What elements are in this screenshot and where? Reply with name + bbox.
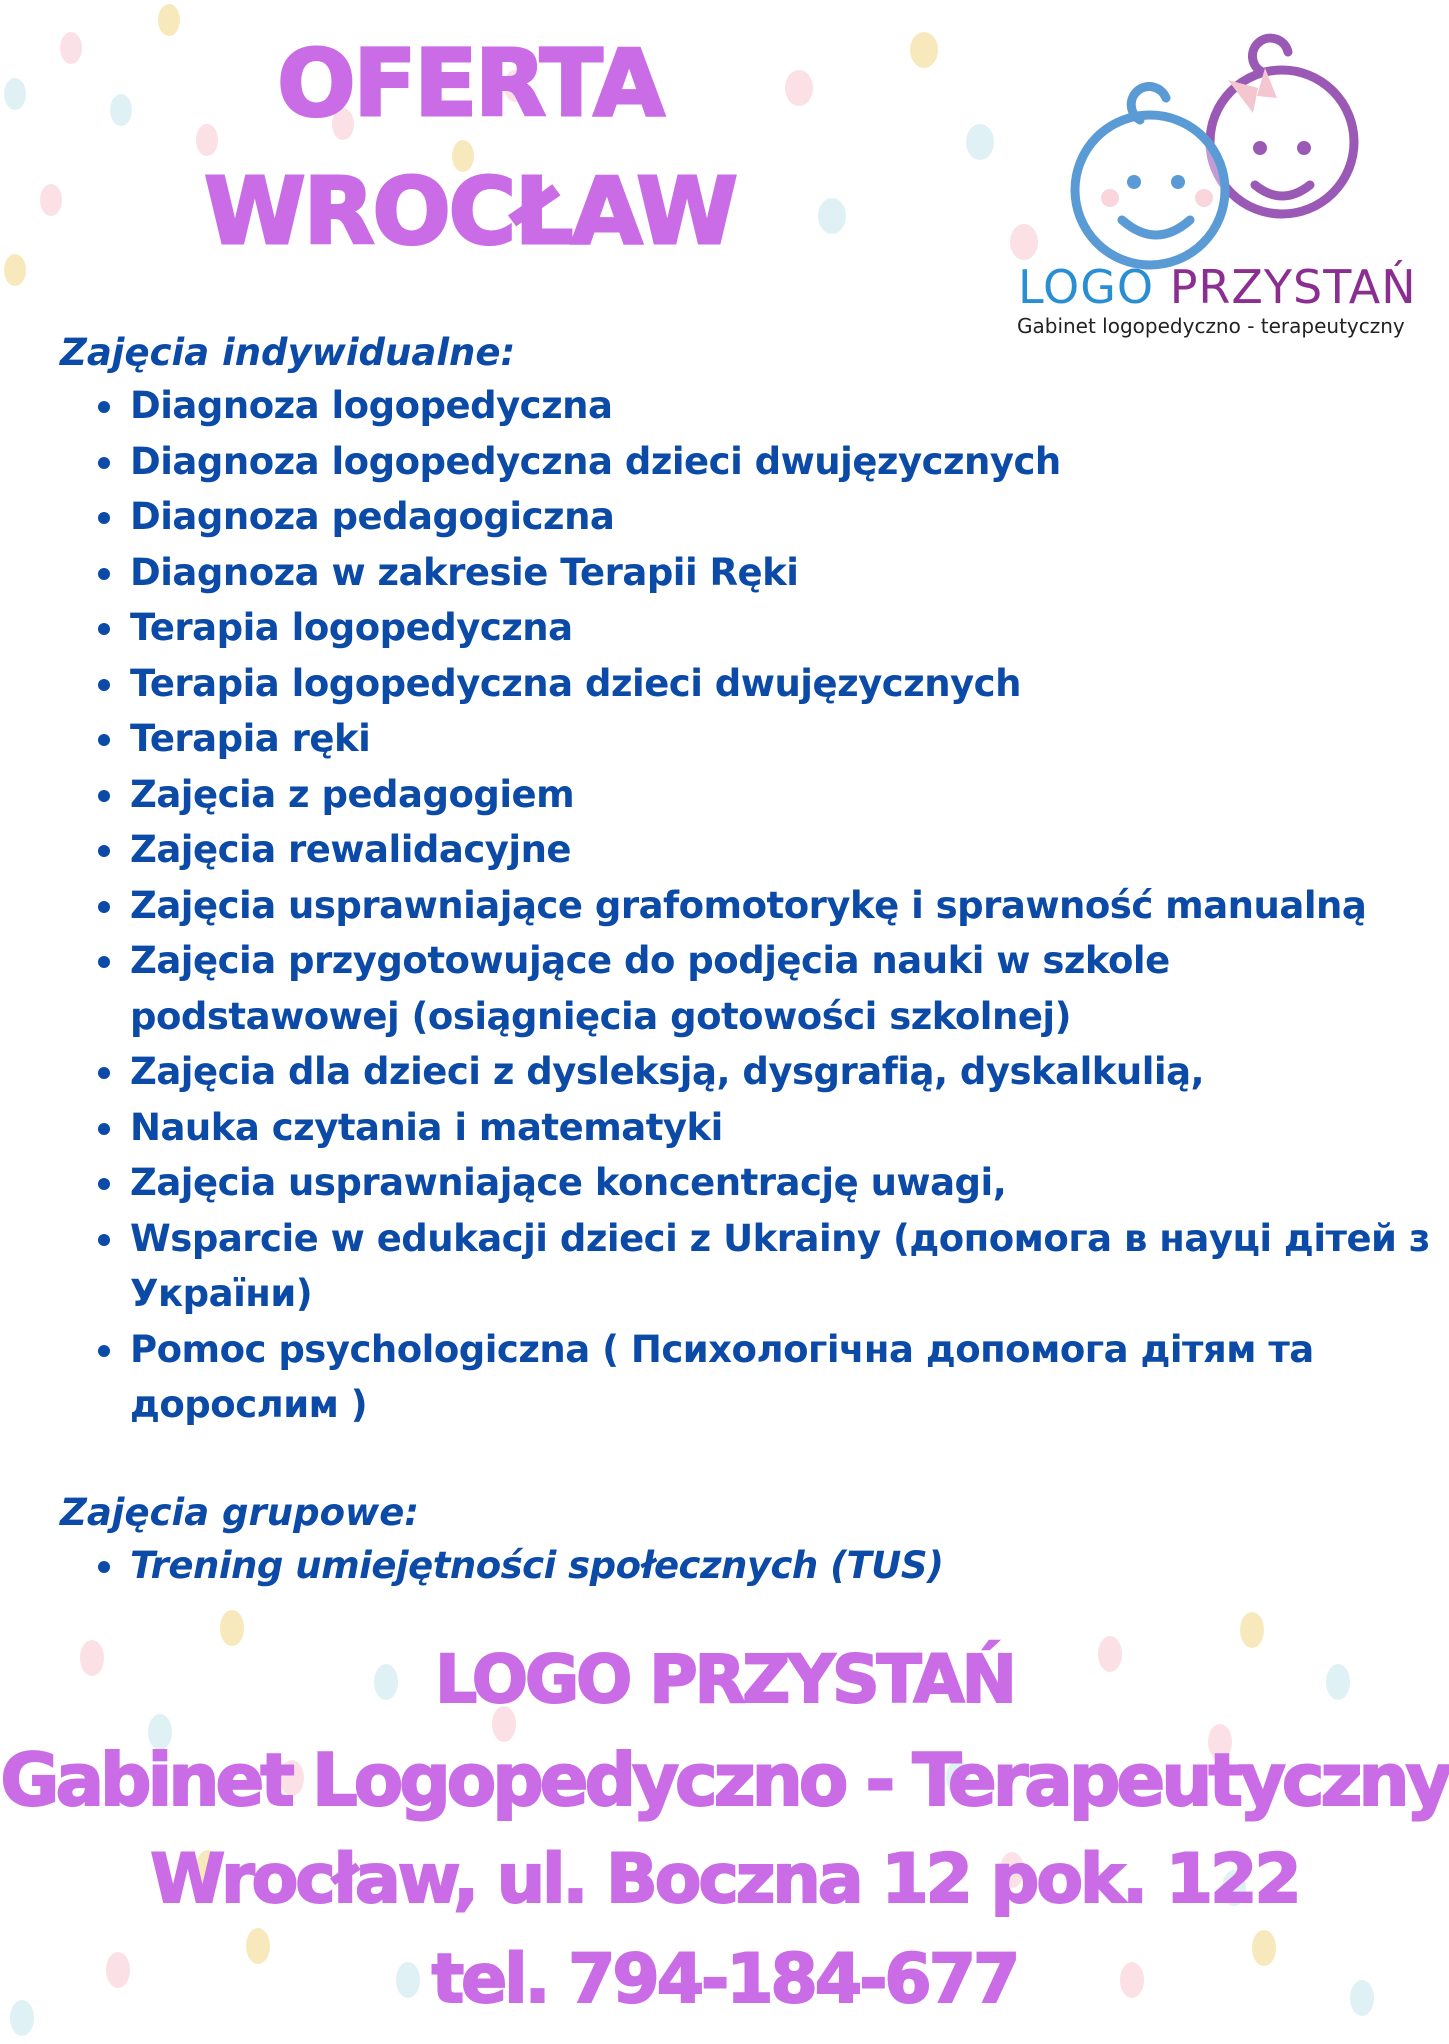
list-item: Diagnoza w zakresie Terapii Ręki [98,545,1440,601]
dot [910,32,938,68]
title-line-1: OFERTA [277,30,663,137]
list-item: Zajęcia z pedagogiem [98,767,1440,823]
list-item: Zajęcia usprawniające koncentrację uwagi, [98,1155,1440,1211]
list-item: Zajęcia przygotowujące do podjęcia nauki w szkole podstawowej (osiągnięcia gotowości szkolnej) [98,933,1440,1044]
section-gap [60,1433,1440,1488]
dot [4,254,26,286]
dot [4,78,26,110]
list-item: Diagnoza logopedyczna [98,378,1440,434]
logo-wordmark [1018,262,1438,312]
list-item: Terapia logopedyczna dzieci dwujęzycznych [98,656,1440,712]
list-item: Terapia logopedyczna [98,600,1440,656]
list-item: Nauka czytania i matematyki [98,1100,1440,1156]
logo-word-przystan: PRZYSTAŃ [1169,260,1417,314]
logo-subtitle: Gabinet logopedyczno - terapeutyczny [1017,314,1405,338]
footer-brand: LOGO PRZYSTAŃ [435,1641,1014,1718]
footer-address: Wrocław, ul. Boczna 12 pok. 122 [150,1840,1299,1919]
footer-phone: tel. 794-184-677 [431,1940,1018,2019]
group-heading: Zajęcia grupowe: [60,1490,420,1534]
offer-content [60,328,1440,1593]
individual-list [60,378,1440,1433]
list-item: Terapia ręki [98,711,1440,767]
offer-title [180,20,760,276]
list-item: Diagnoza pedagogiczna [98,489,1440,545]
dot [158,4,180,36]
logo-word-logo: LOGO [1018,260,1155,314]
dot [110,94,132,126]
dot [40,184,62,216]
list-item: Zajęcia dla dzieci z dysleksją, dysgrafią, dyskalkulią, [98,1044,1440,1100]
footer-subtitle: Gabinet Logopedyczno - Terapeutyczny [0,1738,1449,1822]
list-item: Wsparcie w edukacji dzieci z Ukrainy (допомога в науці дітей з України) [98,1211,1440,1322]
list-item: Diagnoza logopedyczna dzieci dwujęzycznych [98,434,1440,490]
list-item: Zajęcia rewalidacyjne [98,822,1440,878]
list-item: Zajęcia usprawniające grafomotorykę i sprawność manualną [98,878,1440,934]
dot [60,32,82,64]
title-line-2: WROCŁAW [204,158,736,265]
dot [785,70,813,106]
group-list [60,1538,1440,1594]
list-item: Trening umiejętności społecznych (TUS) [98,1538,1440,1594]
dot [818,198,846,234]
contact-footer [0,1630,1449,2030]
list-item: Pomoc psychologiczna ( Психологічна допомога дітям та дорослим ) [98,1322,1440,1433]
individual-heading: Zajęcia indywidualne: [60,331,516,374]
dot [966,124,994,160]
